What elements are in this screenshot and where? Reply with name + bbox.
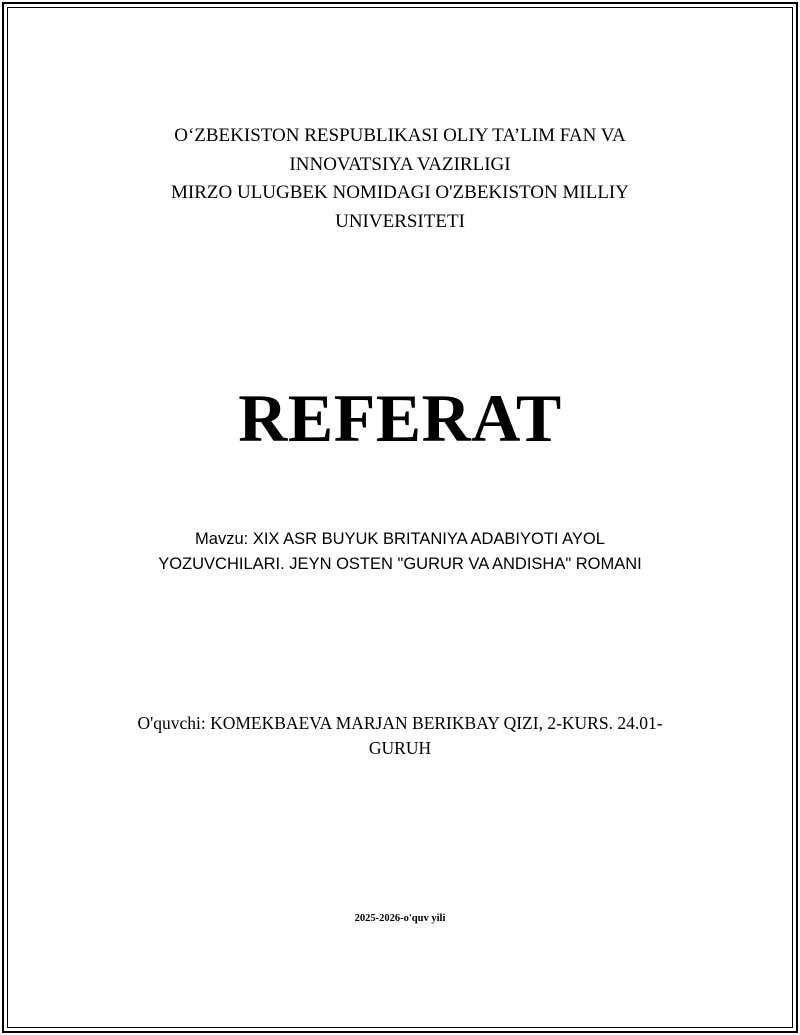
topic-line-1: Mavzu: XIX ASR BUYUK BRITANIYA ADABIYOTI AYOL bbox=[195, 530, 605, 548]
header-line-1: O‘ZBEKISTON RESPUBLIKASI OLIY TA’LIM FAN VA bbox=[174, 125, 626, 146]
student-line-1: O'quvchi: KOMEKBAEVA MARJAN BERIKBAY QIZI, 2-KURS. 24.01- bbox=[137, 713, 663, 733]
header-line-4: UNIVERSITETI bbox=[335, 210, 465, 232]
header-line-3: MIRZO ULUGBEK NOMIDAGI O'ZBEKISTON MILLIY bbox=[171, 182, 629, 203]
student-info bbox=[0, 711, 800, 761]
header-line-2: INNOVATSIYA VAZIRLIGI bbox=[289, 153, 511, 175]
document-title: REFERAT bbox=[238, 380, 562, 456]
academic-year: 2025-2026-o'quv yili bbox=[354, 913, 446, 924]
topic bbox=[0, 527, 800, 577]
topic-line-2: YOZUVCHILARI. JEYN OSTEN "GURUR VA ANDISHA" ROMANI bbox=[158, 555, 642, 573]
student-line-2: GURUH bbox=[368, 738, 432, 758]
ministry-header bbox=[0, 122, 800, 236]
